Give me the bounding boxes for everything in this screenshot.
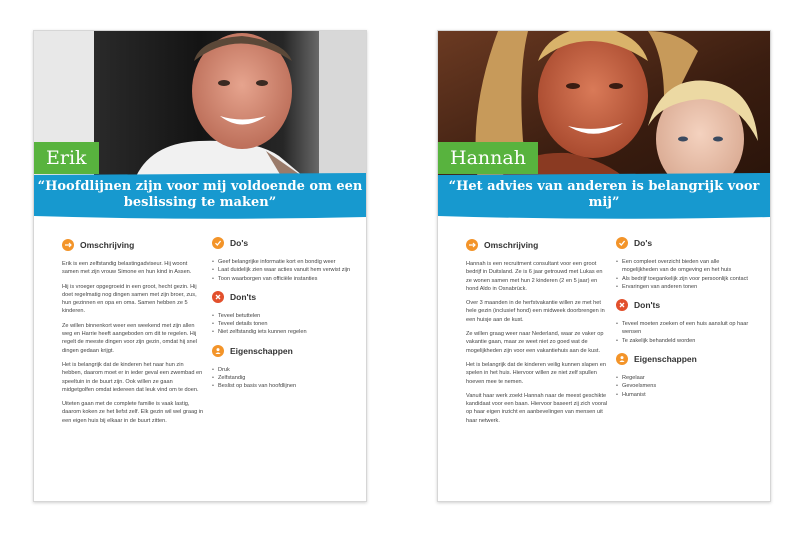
traits-item: • Regelaar — [616, 374, 756, 382]
description-paragraph: Vanuit haar werk zoekt Hannah naar de meest geschikte kandidaat voor een baan. Hiervoor baseert zij zich vooral op haar eigen inzicht en aanbevelingen van mensen uit haar netwerk. — [466, 392, 608, 424]
donts-title: Don'ts — [634, 300, 661, 311]
persona-quote: “Hoofdlijnen zijn voor mij voldoende om een beslissing te maken” — [37, 179, 363, 210]
traits-title: Eigenschappen — [230, 345, 293, 356]
description-paragraph: Ze willen binnenkort weer een weekend met zijn allen weg en Harrie heeft aangeboden om dit te regelen. Hij regelt de meeste dingen voor zijn gezin, omdat hij snel dingen gedaan krijgt. — [62, 322, 197, 354]
person-icon — [212, 345, 224, 357]
donts-item: • Teveel betuttelen — [212, 312, 352, 320]
description-paragraph: Erik is een zelfstandig belastingadviseur. Hij woont samen met zijn vrouw Simone en hun kind in Assen. — [62, 261, 192, 276]
donts-item: • Teveel details tonen — [212, 320, 352, 328]
traits-item: • Beslist op basis van hoofdlijnen — [212, 382, 352, 390]
person-icon — [616, 353, 628, 365]
description-paragraph: Over 3 maanden in de herfstvakantie willen ze met het hele gezin (inclusief hond) een midweek doorbrengen in een huisje aan de kust. — [466, 300, 605, 323]
guidelines-column — [616, 237, 756, 407]
description-paragraph: Het is belangrijk dat de kinderen veilig kunnen slapen en spelen in het huis. Hiervoor willen ze niet zelf spullen hoeven mee te nemen. — [466, 361, 606, 385]
quote-banner — [34, 173, 366, 223]
description-paragraph: Ze willen graag weer naar Nederland, waar ze vaker op vakantie gaan, maar ze weet niet zo goed wat de mogelijkheden zijn voor een vakantiehuis aan de kust. — [466, 331, 604, 354]
traits-item: • Druk — [212, 366, 352, 374]
dos-item: • Als bedrijf toegankelijk zijn voor persoonlijk contact — [616, 275, 756, 283]
check-icon — [212, 237, 224, 249]
arrows-icon — [62, 239, 74, 251]
donts-section — [212, 291, 352, 337]
description-paragraph: Hij is vroeger opgegroeid in een groot, hecht gezin. Hij doet regelmatig nog dingen samen met zijn broer, zus, hun gezinnen en opa en oma. Samen hebben ze 5 kinderen. — [62, 283, 197, 315]
description-section — [466, 239, 609, 431]
description-title: Omschrijving — [80, 240, 135, 250]
description-paragraph: Het is belangrijk dat de kinderen het naar hun zin hebben, daarom moet er in ieder geval een zwembad en speeltuin in de buurt zijn. Ook willen ze gaan midgetgolfen omdat iedereen dat leuk vind om te doen. — [62, 361, 203, 393]
description-section — [62, 239, 205, 431]
dos-title: Do's — [634, 238, 653, 248]
dos-title: Do's — [230, 238, 249, 248]
persona-quote: “Het advies van anderen is belangrijk voor mij” — [448, 179, 760, 210]
traits-title: Eigenschappen — [634, 354, 697, 365]
traits-item: • Zelfstandig — [212, 374, 352, 382]
traits-section — [212, 345, 352, 391]
persona-card-erik — [33, 30, 367, 502]
persona-card-hannah — [437, 30, 771, 502]
donts-item: • Teveel moeten zoeken of een huis aansluit op haar wensen — [616, 320, 756, 337]
dos-section — [212, 237, 352, 283]
arrows-icon — [466, 239, 478, 251]
check-icon — [616, 237, 628, 249]
traits-item: • Humanist — [616, 391, 756, 399]
dos-item: • Een compleet overzicht bieden van alle mogelijkheden van de omgeving en het huis — [616, 258, 756, 275]
traits-item: • Gevoelsmens — [616, 382, 756, 390]
guidelines-column — [212, 237, 352, 399]
donts-title: Don'ts — [230, 291, 257, 302]
description-paragraph: Uiteten gaan met de complete familie is vaak lastig, daarom koken ze het liefst zelf. Elk gezin wil wel graag in een eigen huis bij elkaar in de buurt zitten. — [62, 401, 204, 424]
dos-item: • Geef belangrijke informatie kort en bondig weer — [212, 258, 352, 266]
persona-name: Hannah — [438, 142, 538, 174]
dos-item: • Ervaringen van anderen tonen — [616, 283, 756, 291]
quote-banner — [438, 173, 770, 223]
description-paragraph: Hannah is een recruitment consultant voor een groot bedrijf in Duitsland. Ze is 6 jaar getrouwd met Lukas en ze wonen samen met hun 2 kinderen (2 en 5 jaar) en hond Aldo in Osnabrück. — [466, 261, 603, 292]
cross-icon — [616, 299, 628, 311]
dos-section — [616, 237, 756, 291]
traits-section — [616, 353, 756, 399]
donts-item: • Te zakelijk behandeld worden — [616, 337, 756, 345]
dos-item: • Laat duidelijk zien waar acties vanuit hem verwist zijn — [212, 266, 352, 274]
cross-icon — [212, 291, 224, 303]
donts-item: • Niet zelfstandig iets kunnen regelen — [212, 328, 352, 336]
donts-section — [616, 299, 756, 345]
description-title: Omschrijving — [484, 240, 539, 250]
dos-item: • Toon waarborgen van officiële instanties — [212, 275, 352, 283]
persona-name: Erik — [34, 142, 99, 174]
